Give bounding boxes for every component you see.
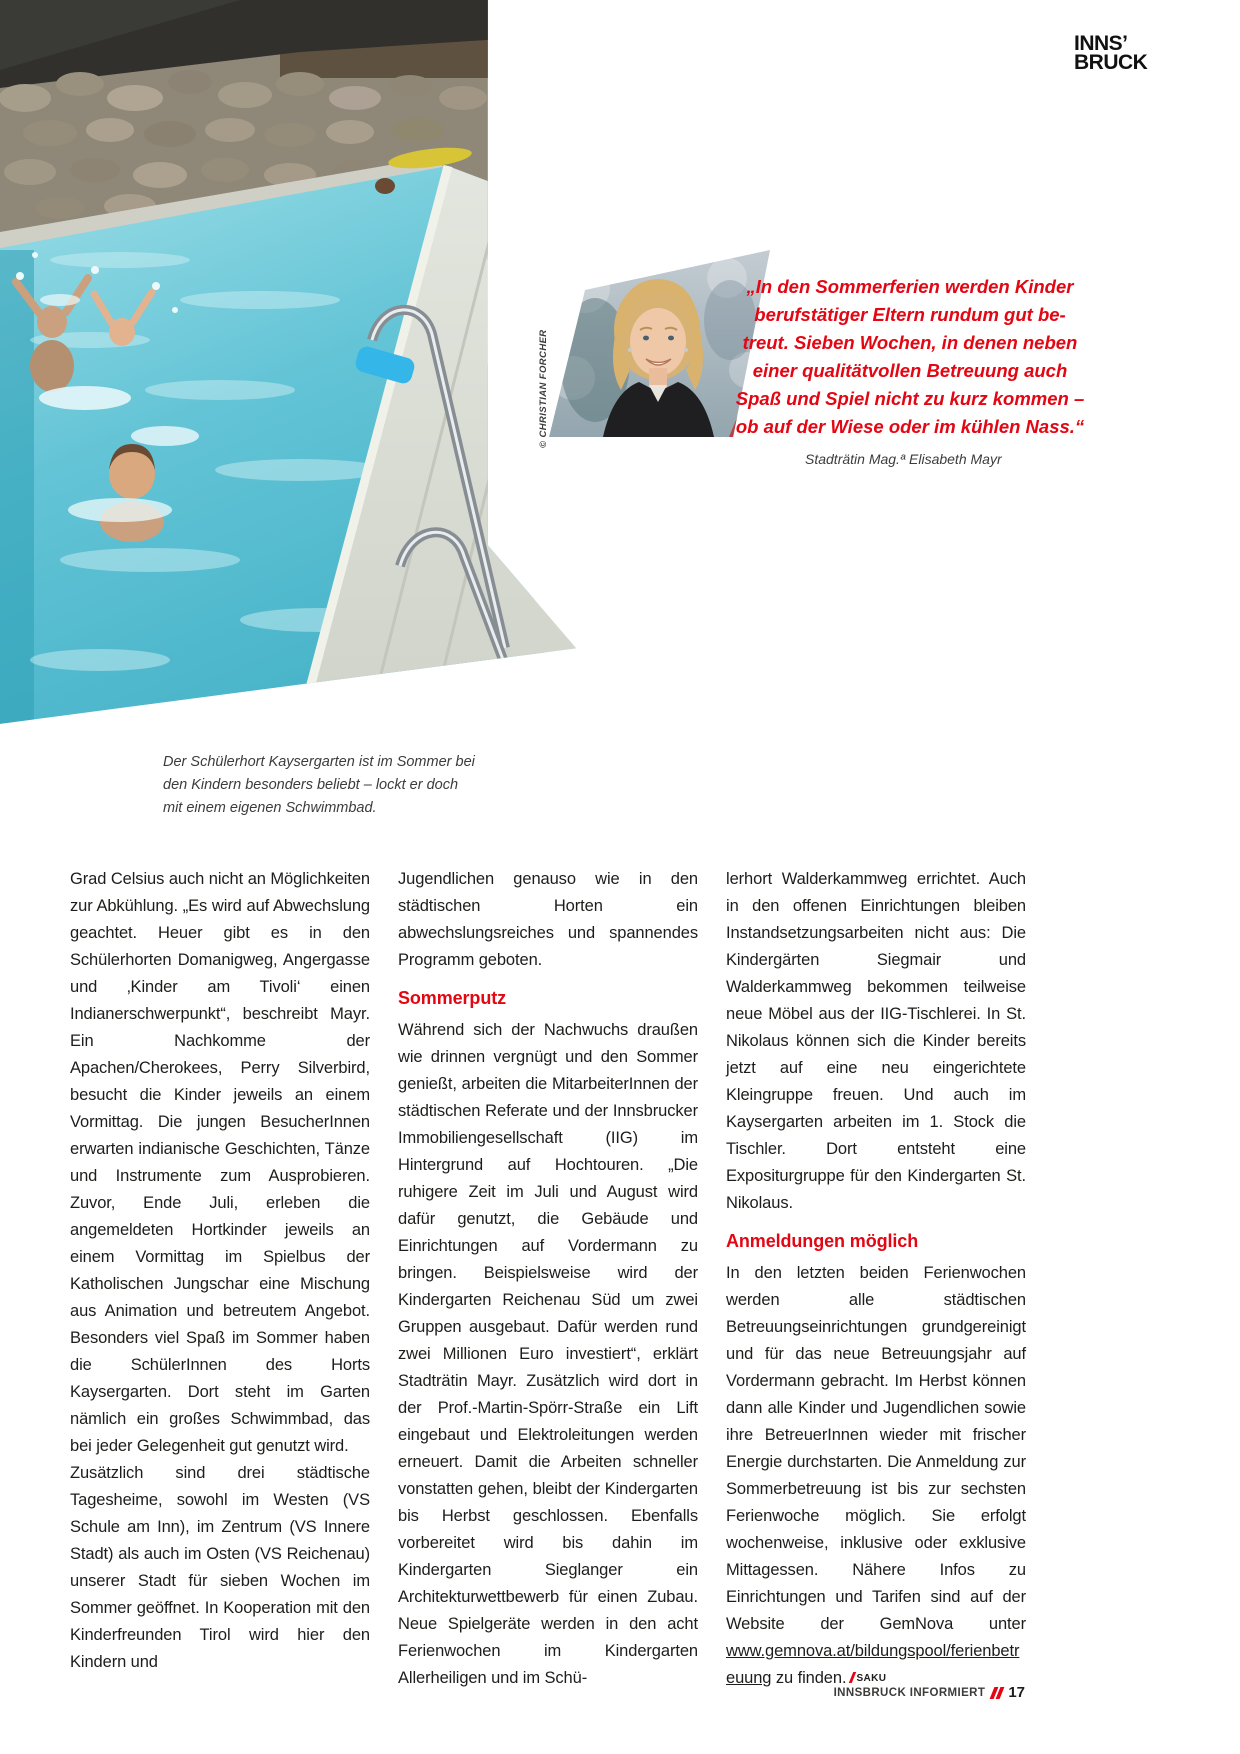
photo-credit: © CHRISTIAN FORCHER (538, 329, 549, 448)
article-paragraph (726, 1260, 1026, 1692)
paragraph-text: zu finden. (771, 1669, 847, 1687)
quote-line: einer qualitätvollen Betreuung auch (752, 360, 1068, 381)
pull-quote (725, 273, 1095, 441)
article-column-1 (70, 866, 370, 1692)
article-paragraph: Zusätzlich sind drei städtische Tagesheime, sowohl im Westen (VS Schule am Inn), im Zentrum (VS Innere Stadt) als auch im Osten (VS Reichenau) unserer Stadt für sieben Wochen im Sommer geöffnet. In Kooperation mit den Kinderfreunden Tirol wird hier den Kindern und (70, 1464, 370, 1671)
byline-initials: SAKU (856, 1673, 887, 1684)
magazine-name: INNSBRUCK INFORMIERT (833, 1686, 986, 1699)
logo-line-1: INNS’ (1074, 32, 1128, 55)
quote-line: Spaß und Spiel nicht zu kurz kommen – (735, 388, 1085, 409)
section-heading-anmeldungen: Anmeldungen möglich (726, 1231, 919, 1251)
pool-photo-illustration (0, 0, 578, 726)
paragraph-text: In den letzten beiden Ferienwochen werden alle städtischen Betreuungseinrichtungen grundgereinigt und für das neue Betreuungsjahr auf Vordermann gebracht. Im Herbst können dann alle Kinder und Jugendlichen sowie ihre BetreuerInnen wieder mit frischer Energie durchstarten. Die Anmeldung zur Sommerbetreuung ist bis zur sechsten Ferienwoche möglich. Sie erfolgt wochenweise, inklusive oder exklusive Mittagessen. Nähere Infos zu Einrichtungen und Tarifen sind auf der Website der GemNova unter (726, 1264, 1026, 1633)
logo-line-2: BRUCK (1074, 51, 1148, 74)
page-number: 17 (1008, 1684, 1025, 1701)
article-column-2 (398, 866, 698, 1692)
article-column-3 (726, 866, 1026, 1692)
article-paragraph: Während sich der Nachwuchs draußen wie drinnen vergnügt und den Sommer genießt, arbeiten die MitarbeiterInnen der städtischen Referate und der Innsbrucker Immobiliengesellschaft (IIG) im Hintergrund auf Hochtouren. „Die ruhigere Zeit im Juli und August wird dafür genutzt, die Gebäude und Einrichtungen auf Vordermann zu bringen. Beispielsweise wird der Kindergarten Reichenau Süd um zwei Gruppen ausgebaut. Dafür werden rund zwei Millionen Euro investiert“, erklärt Stadträtin Mayr. Zusätzlich wird dort in der Prof.-Martin-Spörr-Straße ein Lift eingebaut und Elektroleitungen werden erneuert. Damit die Arbeiten schneller vonstatten gehen, bleibt der Kindergarten bis Herbst geschlossen. Ebenfalls vorbereitet wird bis dahin im Kindergarten Sieglanger ein Architekturwettbewerb für einen Zubau. Neue Spielgeräte werden in den acht Ferienwochen im Kindergarten Allerheiligen und im Schü- (398, 1021, 698, 1687)
article-paragraph: Grad Celsius auch nicht an Möglichkeiten zur Abkühlung. „Es wird auf Abwechslung geachtet. Heuer gibt es in den Schülerhorten Domanigweg, Angergasse und ‚Kinder am Tivoli‘ einen Indianerschwerpunkt“, beschreibt Mayr. Ein Nachkomme der Apachen/Cherokees, Perry Silverbird, besucht die Kinder jeweils an einem Vormittag. Die jungen BesucherInnen erwarten indianische Geschichten, Tänze und Instrumente zum Ausprobieren. Zuvor, Ende Juli, erleben die angemeldeten Hortkinder jeweils an einem Vormittag im Spielbus der Katholischen Jungschar eine Mischung aus Animation und betreutem Angebot. Besonders viel Spaß im Sommer haben die SchülerInnen des Horts Kaysergarten. Dort steht im Garten nämlich ein großes Schwimmbad, das bei jeder Gelegenheit gut genutzt wird. (70, 870, 370, 1455)
section-heading-sommerputz: Sommerputz (398, 988, 507, 1008)
article-paragraph: lerhort Walderkammweg errichtet. Auch in den offenen Einrichtungen bleiben Instandsetzungsarbeiten nicht aus: Die Kindergärten Siegmair und Walderkammweg bekommen teilweise neue Möbel aus der IIG-Tischlerei. In St. Nikolaus können sich die Kinder bereits jetzt auf eine neu eingerichtete Kleingruppe freuen. Und auch im Kaysergarten arbeiten im 1. Stock die Tischler. Dort entsteht eine Expositurgruppe für den Kindergarten St. Nikolaus. (726, 870, 1026, 1212)
gemnova-link[interactable]: www.gemnova.at/bildungspool/ferienbetreuung (726, 1642, 1020, 1687)
quote-line: ob auf der Wiese oder im kühlen Nass.“ (735, 416, 1085, 437)
footer-divider-icon (992, 1687, 1001, 1699)
quote-line: berufstätiger Eltern rundum gut be- (754, 304, 1066, 325)
quote-attribution: Stadträtin Mag.ª Elisabeth Mayr (805, 451, 1002, 467)
article-paragraph: Jugendlichen genauso wie in den städtischen Horten ein abwechslungsreiches und spannendes Programm geboten. (398, 870, 698, 969)
photo-caption: Der Schülerhort Kaysergarten ist im Sommer bei den Kindern besonders beliebt – lockt er doch mit einem eigenen Schwimmbad. (163, 753, 475, 816)
pool-photo (0, 0, 578, 726)
quote-line: „In den Sommerferien werden Kinder (746, 276, 1074, 297)
page-footer (834, 1684, 1025, 1701)
article-body (70, 866, 1026, 1692)
innsbruck-logo (1074, 34, 1147, 72)
quote-line: treut. Sieben Wochen, in denen neben (742, 332, 1078, 353)
